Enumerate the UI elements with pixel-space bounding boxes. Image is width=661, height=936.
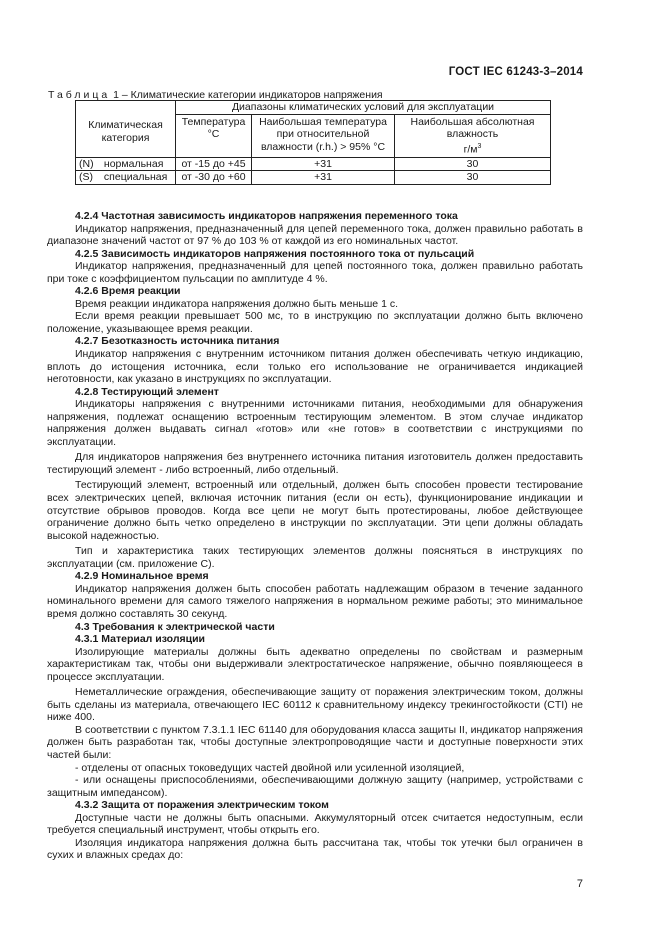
paragraph: Если время реакции превышает 500 мс, то в инструкцию по эксплуатации должно быть включено положение, указывающее время реакции. [47, 310, 583, 335]
climate-categories-table [75, 100, 551, 185]
row-category-code: (S) [79, 171, 93, 183]
row-abs-humidity: 30 [395, 171, 551, 185]
section-heading: 4.3.1 Материал изоляции [75, 633, 205, 646]
paragraph: - или оснащены приспособлениями, обеспечивающими должную защиту (например, устройствами с защитным импедансом). [47, 774, 583, 799]
paragraph: Индикатор напряжения, предназначенный для цепей постоянного тока, должен правильно работать при токе с коэффициентом пульсации по амплитуде 4 %. [47, 260, 583, 285]
row-category-name: специальная [103, 171, 168, 183]
section-heading: 4.2.4 Частотная зависимость индикаторов напряжения переменного тока [75, 210, 458, 222]
row-category-code: (N) [79, 157, 94, 170]
header-abs-humidity [395, 114, 551, 157]
section-heading: 4.2.5 Зависимость индикаторов напряжения постоянного тока от пульсаций [75, 247, 475, 260]
section-heading: 4.2.8 Тестирующий элемент [75, 385, 219, 398]
header-abs-humidity-label: Наибольшая абсолютная влажность [410, 115, 535, 140]
row-category [76, 171, 176, 185]
table-row [76, 171, 551, 185]
header-abs-humidity-unit-sup: 3 [477, 142, 482, 150]
paragraph: Тип и характеристика таких тестирующих элементов должны поясняться в инструкциях по эксплуатации (см. приложение С). [47, 545, 583, 570]
table-caption-title: 1 – Климатические категории индикаторов напряжения [113, 89, 383, 101]
row-rh-temperature: +31 [252, 157, 395, 171]
header-group: Диапазоны климатических условий для эксплуатации [176, 101, 551, 115]
paragraph: Неметаллические ограждения, обеспечивающие защиту от поражения электрическим током, должны быть сделаны из материала, отвечающего IEC 60112 к сравнительному индексу трекингостойкости (CTI) не ниже 400. [47, 686, 583, 724]
header-rh-temperature: Наибольшая температура при относительной влажности (r.h.) > 95% °С [252, 114, 395, 157]
paragraph: В соответствии с пунктом 7.3.1.1 IEC 61140 для оборудования класса защиты II, индикатор напряжения должен быть разработан так, чтобы доступные электропроводящие части и доступные поверхности этих частей были: [47, 723, 583, 761]
table-caption-word: Таблица [48, 89, 111, 101]
document-body [47, 210, 583, 862]
section-heading: 4.2.6 Время реакции [75, 285, 181, 298]
row-temperature: от -15 до +45 [176, 157, 252, 171]
paragraph: Изоляция индикатора напряжения должна быть рассчитана так, чтобы ток утечки был ограничен в сухих и влажных средах до: [47, 836, 583, 862]
row-category [76, 157, 176, 171]
section-heading: 4.3 Требования к электрической части [75, 620, 275, 633]
paragraph: Тестирующий элемент, встроенный или отдельный, должен быть способен провести тестирование всех электрических цепей, включая источник питания (если он есть), функционирование индикации и отсутствие обрывов проводов. Когда все цепи не могут быть протестированы, любое действующее ограничение должно быть четко определено в инструкции по эксплуатации. Эти цепи должны обладать высокой надежностью. [47, 479, 583, 542]
paragraph: Индикатор напряжения, предназначенный для цепей переменного тока, должен правильно работать в диапазоне значений частот от 97 % до 103 % от каждой из его номинальных частот. [47, 222, 583, 248]
table-header-row [76, 101, 551, 115]
section-heading: 4.2.9 Номинальное время [75, 570, 209, 583]
header-category: Климатическая категория [76, 101, 176, 158]
paragraph: - отделены от опасных токоведущих частей двойной или усиленной изоляцией, [75, 761, 465, 774]
document-header: ГОСТ IEC 61243-3–2014 [448, 66, 583, 78]
paragraph: Индикатор напряжения с внутренним источником питания должен обеспечивать четкую индикацию, вплоть до истощения источника, если только его использование не ограничивается индикацией неготовности, как указано в инструкциях по эксплуатации. [47, 348, 583, 386]
header-abs-humidity-unit: г/м [463, 143, 478, 155]
row-rh-temperature: +31 [252, 171, 395, 185]
row-category-name: нормальная [103, 157, 164, 170]
page-number: 7 [576, 878, 583, 890]
paragraph: Для индикаторов напряжения без внутреннего источника питания изготовитель должен предоставить тестирующий элемент - либо встроенный, либо отдельный. [47, 451, 583, 476]
paragraph: Индикатор напряжения должен быть способен работать надлежащим образом в течение заданного номинального времени для самого тяжелого напряжения в нормальном режиме работы; это минимальное время должно составлять 30 секунд. [47, 582, 583, 620]
section-heading: 4.2.7 Безотказность источника питания [75, 335, 280, 348]
table-row [76, 157, 551, 171]
paragraph: Доступные части не должны быть опасными. Аккумуляторный отсек считается недоступным, если требуется специальный инструмент, чтобы открыть его. [47, 811, 583, 837]
paragraph: Время реакции индикатора напряжения должно быть меньше 1 с. [75, 297, 398, 310]
paragraph: Изолирующие материалы должны быть адекватно определены по свойствам и размерным характеристикам так, чтобы они выдерживали электростатическое напряжение, обычно появляющееся в процессе эксплуатации. [47, 645, 583, 683]
row-abs-humidity: 30 [395, 157, 551, 171]
paragraph: Индикаторы напряжения с внутренними источниками питания, необходимыми для обнаружения напряжения, подлежат оснащению встроенным тестирующим элементом. В этом случае индикатор напряжения должен выдавать сигнал «готов» или «не готов» в соответствии с инструкциями по эксплуатации. [47, 398, 583, 448]
row-temperature: от -30 до +60 [176, 171, 252, 185]
section-heading: 4.3.2 Защита от поражения электрическим током [75, 799, 329, 812]
header-temperature: Температура °С [176, 114, 252, 157]
